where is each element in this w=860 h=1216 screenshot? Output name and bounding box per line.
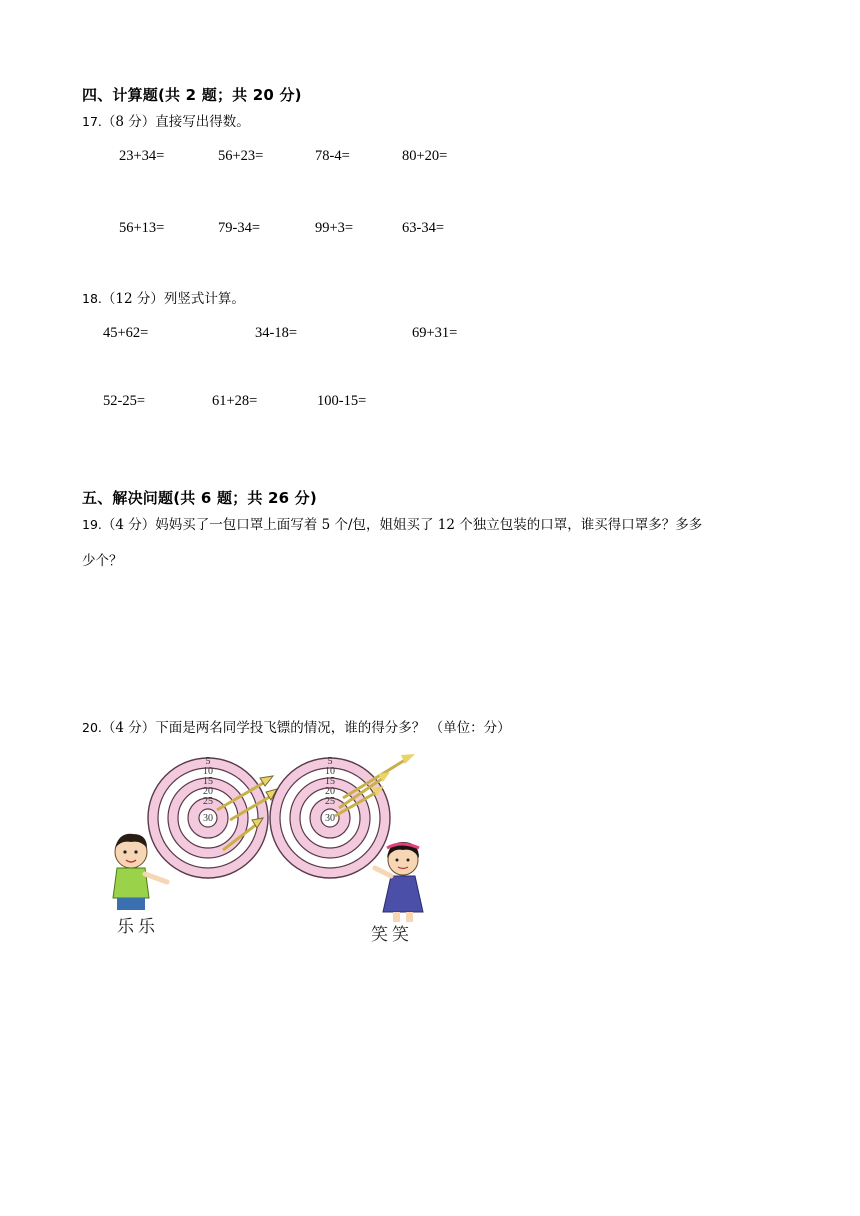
ring-label: 15 xyxy=(325,776,335,787)
ring-label: 5 xyxy=(327,756,333,767)
question-18 xyxy=(82,289,245,309)
question-18-score: （12 分） xyxy=(101,291,164,307)
ring-label: 25 xyxy=(325,796,335,807)
boy-name-label: 乐乐 xyxy=(117,917,159,937)
question-20-number: 20. xyxy=(82,720,102,735)
q17-expression: 23+34= xyxy=(119,148,165,164)
question-19-text: 妈妈买了一包口罩上面写着 5 个/包，姐姐买了 12 个独立包装的口罩，谁买得口罩多？多多 xyxy=(155,517,703,533)
question-20-score: （4 分） xyxy=(101,720,156,736)
ring-label: 5 xyxy=(205,756,211,767)
q18-expression: 45+62= xyxy=(103,325,149,341)
ring-label: 20 xyxy=(203,786,213,797)
ring-label: 15 xyxy=(203,776,213,787)
ring-label: 10 xyxy=(203,766,213,777)
question-19-score: （4 分） xyxy=(101,517,156,533)
girl-illustration xyxy=(375,842,423,922)
q17-expression: 99+3= xyxy=(315,220,354,236)
girl-name-label: 笑笑 xyxy=(371,925,413,945)
left-dartboard xyxy=(148,756,277,878)
ring-label: 25 xyxy=(203,796,213,807)
q18-expression: 69+31= xyxy=(412,325,458,341)
q17-expression: 79-34= xyxy=(218,220,261,236)
q18-expression: 61+28= xyxy=(212,393,258,409)
section-4-heading: 四、计算题(共 2 题；共 20 分) xyxy=(82,86,302,104)
q17-expression: 78-4= xyxy=(315,148,350,164)
question-17-number: 17. xyxy=(82,114,102,129)
question-18-text: 列竖式计算。 xyxy=(163,291,245,307)
section-5-heading: 五、解决问题(共 6 题；共 26 分) xyxy=(82,489,317,507)
question-17-score: （8 分） xyxy=(101,114,156,130)
q17-expression: 80+20= xyxy=(402,148,448,164)
question-19-number: 19. xyxy=(82,517,102,532)
dartboard-figure xyxy=(105,748,435,948)
q18-expression: 100-15= xyxy=(317,393,367,409)
q18-expression: 52-25= xyxy=(103,393,146,409)
ring-label: 30 xyxy=(203,813,213,824)
ring-label: 10 xyxy=(325,766,335,777)
question-20-text: 下面是两名同学投飞镖的情况，谁的得分多？ （单位：分） xyxy=(155,720,511,736)
ring-label: 30 xyxy=(325,813,335,824)
question-19-text-continued: 少个？ xyxy=(82,553,123,569)
q17-expression: 56+13= xyxy=(119,220,165,236)
q18-expression: 34-18= xyxy=(255,325,298,341)
question-18-number: 18. xyxy=(82,291,102,306)
question-20 xyxy=(82,718,511,738)
q17-expression: 63-34= xyxy=(402,220,445,236)
question-17 xyxy=(82,112,250,132)
q17-expression: 56+23= xyxy=(218,148,264,164)
question-17-text: 直接写出得数。 xyxy=(155,114,250,130)
ring-label: 20 xyxy=(325,786,335,797)
question-19 xyxy=(82,515,702,535)
